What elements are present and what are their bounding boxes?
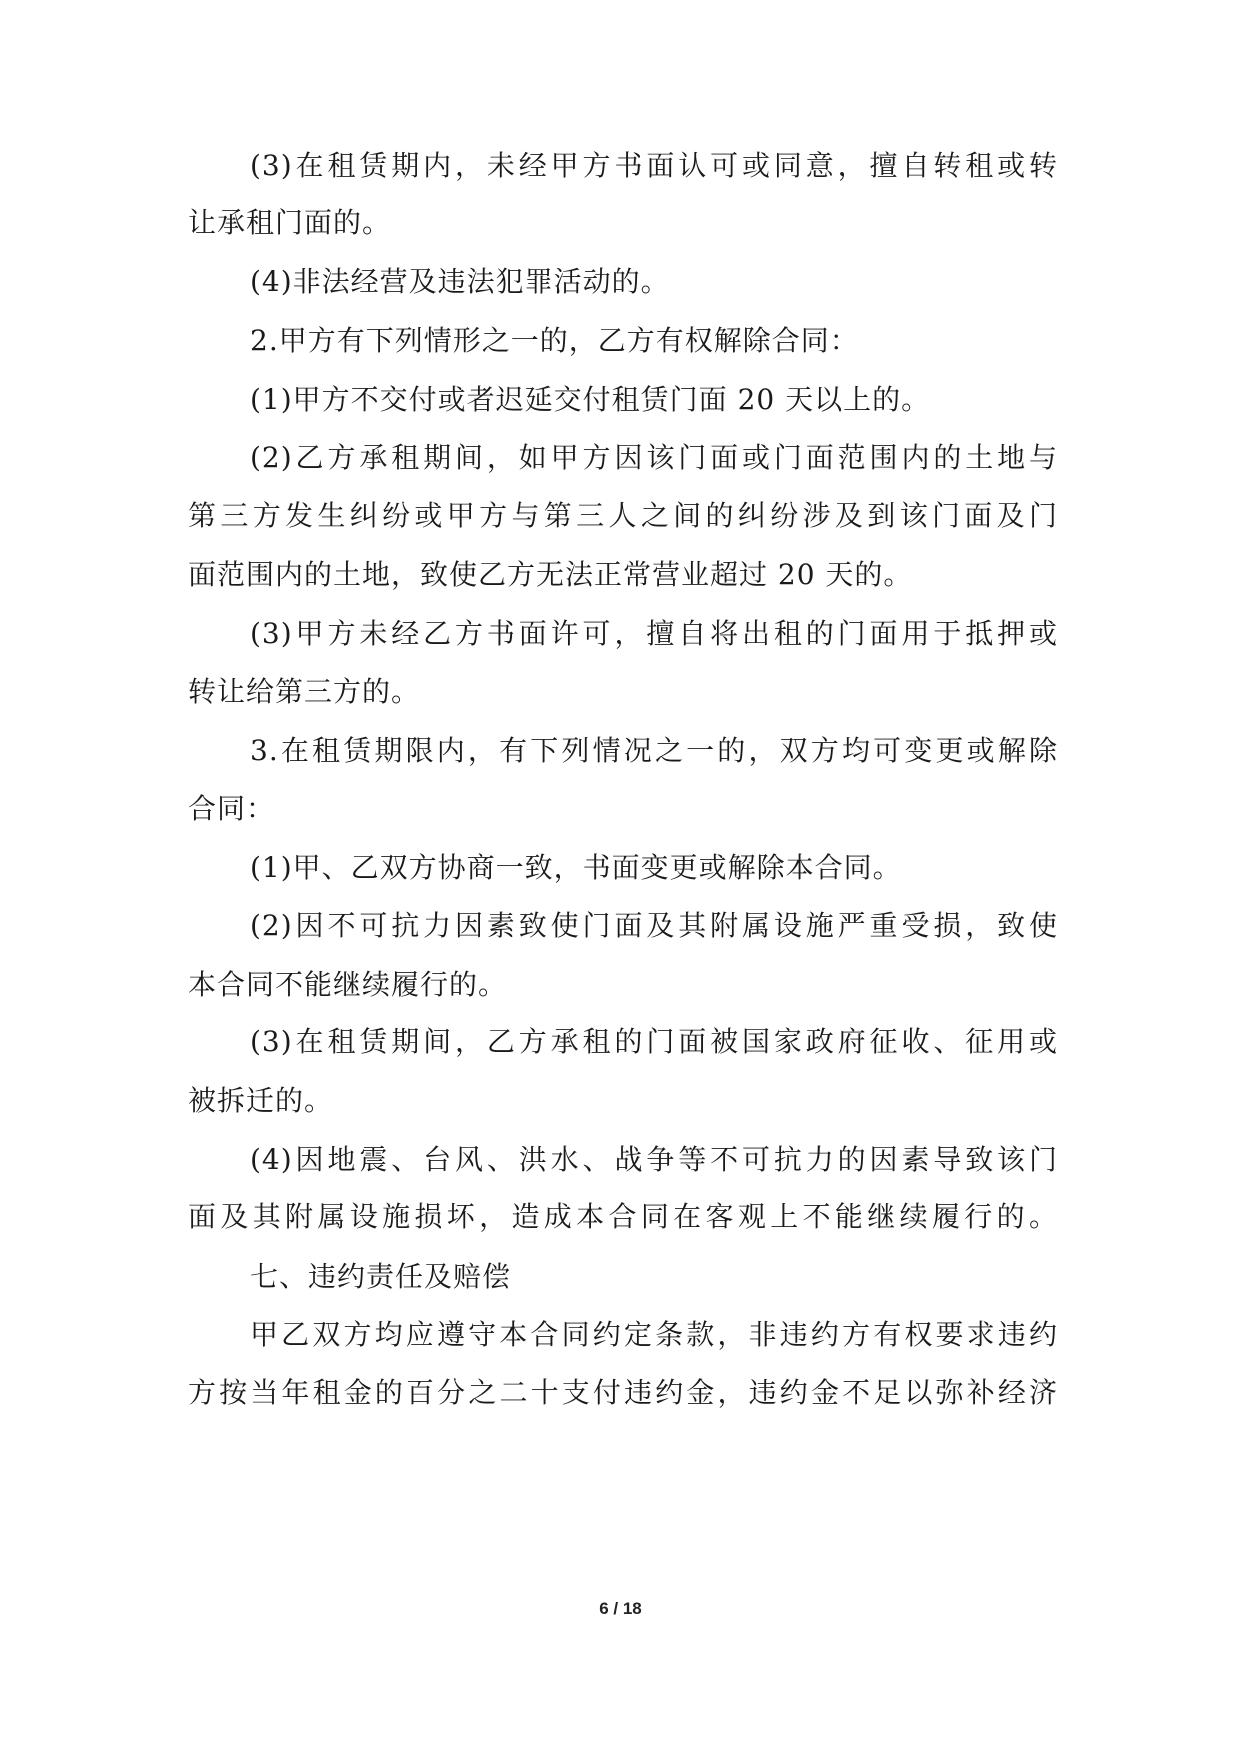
- paragraph-line: 面范围内的土地，致使乙方无法正常营业超过 20 天的。: [188, 558, 913, 591]
- paragraph-line: 2.甲方有下列情形之一的，乙方有权解除合同：: [250, 324, 859, 357]
- section-heading: 七、违约责任及赔偿: [250, 1260, 512, 1293]
- paragraph-line: (4)非法经营及违法犯罪活动的。: [250, 265, 670, 298]
- paragraph-line: 让承租门面的。: [188, 206, 392, 239]
- paragraph-line: (3)在租赁期间，乙方承租的门面被国家政府征收、征用或: [250, 1025, 1058, 1058]
- paragraph-line: (2)乙方承租期间，如甲方因该门面或门面范围内的土地与: [250, 441, 1058, 474]
- paragraph-line: (2)因不可抗力因素致使门面及其附属设施严重受损，致使: [250, 909, 1058, 942]
- paragraph-line: (4)因地震、台风、洪水、战争等不可抗力的因素导致该门: [250, 1143, 1058, 1176]
- paragraph-line: 3.在租赁期限内，有下列情况之一的，双方均可变更或解除: [250, 734, 1058, 767]
- paragraph-line: 第三方发生纠纷或甲方与第三人之间的纠纷涉及到该门面及门: [188, 499, 1058, 532]
- paragraph-line: (3)在租赁期内，未经甲方书面认可或同意，擅自转租或转: [250, 149, 1058, 182]
- paragraph-line: (1)甲、乙双方协商一致，书面变更或解除本合同。: [250, 851, 902, 884]
- paragraph-line: (1)甲方不交付或者迟延交付租赁门面 20 天以上的。: [250, 383, 931, 416]
- page-number: 6 / 18: [599, 1599, 642, 1618]
- paragraph-line: 面及其附属设施损坏，造成本合同在客观上不能继续履行的。: [188, 1200, 1058, 1233]
- paragraph-line: 被拆迁的。: [188, 1084, 334, 1117]
- paragraph-line: 转让给第三方的。: [188, 675, 421, 708]
- paragraph-line: (3)甲方未经乙方书面许可，擅自将出租的门面用于抵押或: [250, 617, 1058, 650]
- paragraph-line: 方按当年租金的百分之二十支付违约金，违约金不足以弥补经济: [188, 1376, 1058, 1409]
- paragraph-line: 合同：: [188, 792, 276, 825]
- paragraph-line: 本合同不能继续履行的。: [188, 968, 508, 1001]
- paragraph-line: 甲乙双方均应遵守本合同约定条款，非违约方有权要求违约: [250, 1318, 1058, 1351]
